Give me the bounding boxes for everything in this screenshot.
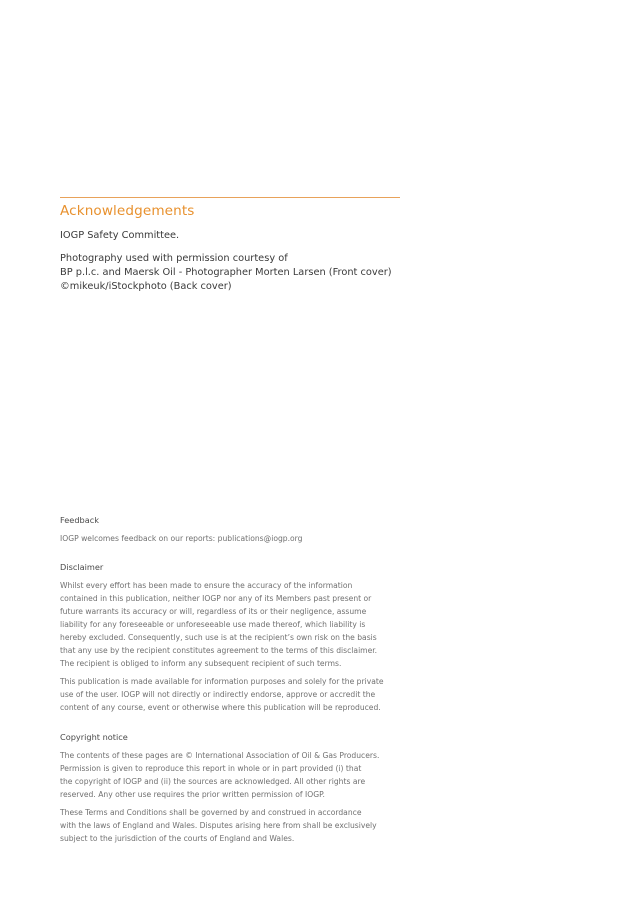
committee-credit: IOGP Safety Committee. bbox=[60, 230, 180, 241]
copyright-line: The contents of these pages are © International Association of Oil & Gas Producers. bbox=[60, 751, 380, 760]
disclaimer-line: that any use by the recipient constitutes agreement to the terms of this disclaimer. bbox=[60, 646, 378, 655]
copyright-heading: Copyright notice bbox=[60, 732, 128, 742]
disclaimer-line: contained in this publication, neither IOGP nor any of its Members past present or bbox=[60, 594, 372, 603]
copyright-line: reserved. Any other use requires the prior written permission of IOGP. bbox=[60, 790, 325, 799]
copyright-line: Permission is given to reproduce this report in whole or in part provided (i) that bbox=[60, 764, 362, 773]
disclaimer-line: The recipient is obliged to inform any subsequent recipient of such terms. bbox=[60, 659, 342, 668]
copyright-line: These Terms and Conditions shall be governed by and construed in accordance bbox=[60, 808, 362, 817]
disclaimer-line: future warrants its accuracy or will, regardless of its or their negligence, assume bbox=[60, 607, 367, 616]
photo-credit-line: ©mikeuk/iStockphoto (Back cover) bbox=[60, 281, 232, 292]
feedback-heading: Feedback bbox=[60, 515, 99, 525]
feedback-text: IOGP welcomes feedback on our reports: publications@iogp.org bbox=[60, 534, 303, 543]
acknowledgements-divider bbox=[60, 197, 400, 198]
copyright-line: with the laws of England and Wales. Disputes arising here from shall be exclusively bbox=[60, 821, 377, 830]
disclaimer-line: This publication is made available for information purposes and solely for the private bbox=[60, 677, 384, 686]
disclaimer-line: Whilst every effort has been made to ensure the accuracy of the information bbox=[60, 581, 353, 590]
copyright-line: subject to the jurisdiction of the courts of England and Wales. bbox=[60, 834, 295, 843]
disclaimer-line: content of any course, event or otherwise where this publication will be reproduced. bbox=[60, 703, 381, 712]
photo-credit-line: BP p.l.c. and Maersk Oil - Photographer Morten Larsen (Front cover) bbox=[60, 267, 392, 278]
disclaimer-heading: Disclaimer bbox=[60, 562, 104, 572]
disclaimer-line: hereby excluded. Consequently, such use is at the recipient’s own risk on the basis bbox=[60, 633, 377, 642]
copyright-line: the copyright of IOGP and (ii) the sources are acknowledged. All other rights are bbox=[60, 777, 366, 786]
disclaimer-line: liability for any foreseeable or unforeseeable use made thereof, which liability is bbox=[60, 620, 366, 629]
photo-credit-line: Photography used with permission courtesy of bbox=[60, 253, 288, 264]
disclaimer-line: use of the user. IOGP will not directly or indirectly endorse, approve or accredit the bbox=[60, 690, 376, 699]
acknowledgements-heading: Acknowledgements bbox=[60, 203, 195, 219]
